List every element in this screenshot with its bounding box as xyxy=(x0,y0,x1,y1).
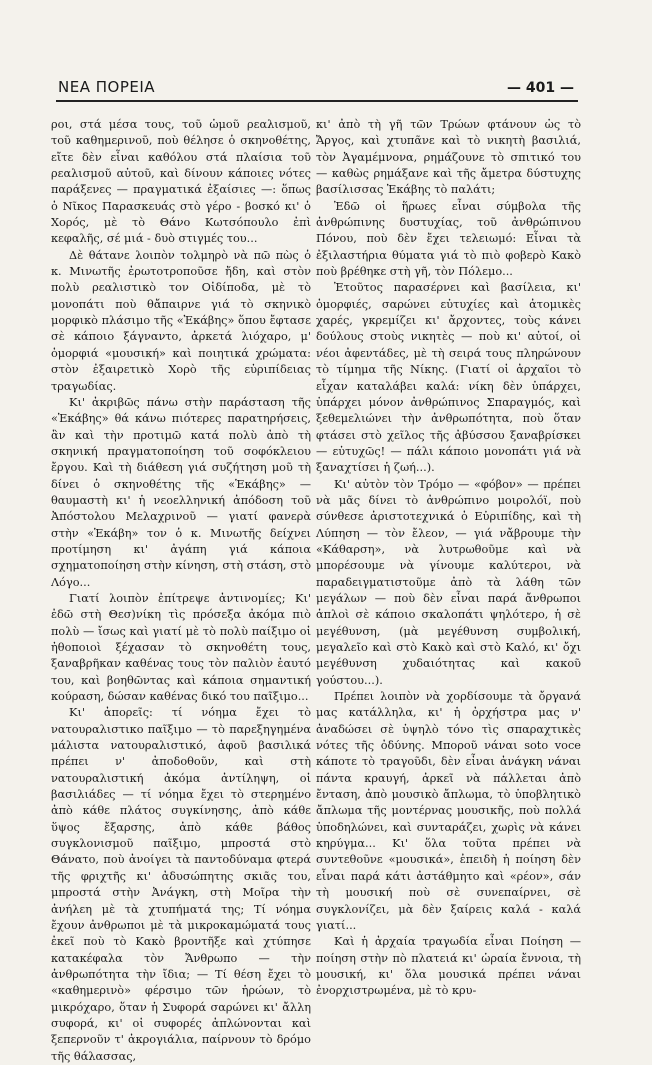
right-column xyxy=(316,117,581,1000)
paragraph: Κι' ἀκριβῶς πάνω στὴν παράσταση τῆς «Ἑκάβης» θά κάνω πιότερες παρατηρήσεις, ἂν καὶ τὴν προτιμῶ κατά πολὺ ἀπὸ τὴ σκηνική πραγματοποίηση τοῦ σοφόκλειου ἔργου. Καὶ τὴ διάθεση γιά συζήτηση μοῦ τὴ δίνει ὁ σκηνοθέτης τῆς «Ἑκάβης» — θαυμαστὴ κι' ἡ νεοελληνική ἀπόδοση τοῦ Ἀπόστολου Μελαχρινοῦ — γιατί φανερὰ στὴν «Ἑκάβη» τον ὁ κ. Μινωτῆς δείχνει προτίμηση κι' ἀγάπη γιά κάποια σχηματοποίηση στὴν κίνηση, στὴ στάση, στὸ Λόγο... xyxy=(51,395,311,589)
paragraph: Ἐδῶ οἱ ἥρωες εἶναι σύμβολα τῆς ἀνθρώπινης δυστυχίας, τοῦ ἀνθρώπινου Πόνου, ποὺ δὲν ἔχει τελειωμό: Εἶναι τὰ ἐξιλαστήρια θύματα γιά τὸ πιὸ φοβερὸ Κακὸ ποὺ βρέθηκε στὴ γῆ, τὸν Πόλεμο... xyxy=(316,199,581,279)
paragraph: Κι' αὐτὸν τὸν Τρόμο — «φόβον» — πρέπει νὰ μᾶς δίνει τὸ ἀνθρώπινο μοιρολόϊ, ποὺ σύνθεσε ἀριστοτεχνικά ὁ Εὐριπίδης, καὶ τὴ Λύπηση — τὸν ἔλεον, — γιά νἄβρουμε τὴν «Κάθαρση», νὰ λυτρωθοῦμε καὶ νὰ μπορέσουμε νὰ γίνουμε καλύτεροι, νὰ παραδειγματιστοῦμε ἀπὸ τὰ λάθη τῶν μεγάλων — ποὺ δὲν εἶναι παρά ἄνθρωποι ἁπλοὶ σὲ κάποιο σκαλοπάτι ψηλότερο, ἡ σὲ μεγέθυνση, (μὰ μεγέθυνση συμβολική, μεγαλεῖο καὶ στὸ Κακὸ καὶ στὸ Καλό, κι' ὄχι μεγέθυνση χυδαιότητας καὶ κακοῦ γούστου...). xyxy=(316,477,581,687)
left-column xyxy=(51,117,311,1065)
paragraph: Ἐτοῦτος παρασέρνει καὶ βασίλεια, κι' ὁμορφιές, σαρώνει εὐτυχίες καὶ ἀτομικὲς χαρές, γκρεμίζει κι' ἄρχοντες, τοὺς κάνει δούλους στοὺς νικητὲς — ποὺ κι' αὐτοί, οἱ νέοι ἀφεντάδες, μὲ τὴ σειρά τους πληρώνουν τὸ τίμημα τῆς Νίκης. (Γιατί οἱ ἀρχαῖοι τὸ εἶχαν καταλάβει καλά: νίκη δὲν ὑπάρχει, ὑπάρχει μόνον ἀνθρώπινος Σπαραγμός, καὶ ξεθεμελιώνει τὴν ἀνθρωπότητα, ποὺ ὅταν φτάσει στὸ χεῖλος τῆς ἀβύσσου ξαναβρίσκει — εὐτυχῶς! — πάλι κάποιο μονοπάτι γιά νὰ ξαναχτίσει ἡ ζωή...). xyxy=(316,281,581,475)
paragraph: Πρέπει λοιπὸν νὰ χορδίσουμε τὰ ὄργανά μας κατάλληλα, κι' ἡ ὀρχήστρα μας ν' ἀναδώσει σὲ ὑψηλὸ τόνο τὶς σπαραχτικὲς νότες τῆς ὀδύνης. Μποροῦ νάναι soto voce κάποτε τὸ τραγοῦδι, δὲν εἶναι ἀνάγκη νάναι πάντα κραυγή, ἀρκεῖ νὰ πάλλεται ἀπὸ ἔνταση, ἀπὸ μουσικὸ ἄπλωμα, τὸ ὑποβλητικὸ ἄπλωμα τῆς μοντέρνας μουσικῆς, ποὺ πολλά ὑποδηλώνει, καὶ συνταράζει, χωρὶς νὰ κάνει κηρύγμα... Κι' ὅλα τοῦτα πρέπει νὰ συντεθοῦνε «μουσικά», ἐπειδὴ ἡ ποίηση δὲν εἶναι παρά κάτι ἀστάθμητο καὶ «ρέον», σάν τὴ μουσική ποὺ σὲ συνεπαίρνει, σὲ συγκλονίζει, μὰ δὲν ξαίρεις καλά - καλά γιατί... xyxy=(316,690,581,932)
header-rule xyxy=(56,100,578,102)
paragraph: ροι, στά μέσα τους, τοῦ ὡμοῦ ρεαλισμοῦ, τοῦ καθημερινοῦ, ποὺ θέλησε ὁ σκηνοθέτης, εἴτε δὲν εἶναι καθόλου στά πλαίσια τοῦ ρεαλισμοῦ αὐτοῦ, καὶ δίνουν κάποιες νότες παράξενες — πραγματικά ἐξαίσιες —: ὅπως ὁ Νῖκος Παρασκευάς στὸ γέρο - βοσκό κι' ὁ Χορός, μὲ τὸ Θάνο Κωτσόπουλο ἐπὶ κεφαλῆς, σέ μιά - δυὸ στιγμές του... xyxy=(51,118,311,246)
journal-title: ΝΕΑ ΠΟΡΕΙΑ xyxy=(58,78,156,96)
paragraph: Κι' ἀπορεῖς: τί νόημα ἔχει τὸ νατουραλιστικο παῖξιμο — τὸ παρεξηγημένα μάλιστα νατουραλιστικό, ἀφοῦ βασιλικά πρέπει ν' ἀποδοθοῦν, καὶ στὴ νατουραλιστική ἀκόμα ἀντίληψη, οἱ βασιλιάδες — τί νόημα ἔχει τὸ στερημένο ἀπὸ κάθε πλάτος συγκίνησης, ἀπὸ κάθε ὕψος ἔξαρσης, ἀπὸ κάθε βάθος συγκλονισμοῦ παῖξιμο, μπροστά στὸ Θάνατο, ποὺ ἀνοίγει τὰ παντοδύναμα φτερά τῆς φριχτῆς κι' ἀδυσώπητης σκιᾶς του, μπροστά στὴν Ἀνάγκη, στὴ Μοῖρα τὴν ἀνήλεη μὲ τὰ χτυπήματά της; Τί νόημα ἔχουν ἀνθρωποι μὲ τὰ μικροκαμώματά τους ἐκεῖ ποὺ τὸ Κακὸ βροντῆξε καὶ χτύπησε κατακέφαλα τὸν Ἄνθρωπο — τὴν ἀνθρωπότητα τὴν ἴδια; — Τί θέση ἔχει τὸ «καθημερινὸ» φέρσιμο τῶν ἡρώων, τὸ μικρόχαρο, ὅταν ἡ Συφορά σαρώνει κι' ἄλλη συφορά, κι' οἱ συφορές ἁπλώνονται καὶ ξεπερνοῦν τ' ἀκρογιάλια, παίρνουν τὸ δρόμο τῆς θάλασσας, xyxy=(51,706,311,1063)
paragraph: Καὶ ἡ ἀρχαία τραγωδία εἶναι Ποίηση — ποίηση στὴν πὸ πλατειά κι' ὡραία ἔννοια, τὴ μουσική, κι' ὅλα μουσικά πρέπει νάναι ἐνορχιστρωμένα, μὲ τὸ κρυ- xyxy=(316,935,581,998)
page-number: — 401 — xyxy=(507,80,574,96)
paragraph: Γιατί λοιπὸν ἐπίτρεψε ἀντινομίες; Κι' ἐδῶ στὴ Θεσ)νίκη τὶς πρόσεξα ἀκόμα πιὸ πολὺ — ἴσως καὶ γιατί μὲ τὸ πολὺ παίξιμο οἱ ἠθοποιοὶ ξέχασαν τὸ σκηνοθέτη τους, ξαναβρῆκαν καθένας τους τὸν παλιὸν ἑαυτό του, καὶ βοηθῶντας καὶ κάποια σημαντική κούραση, δώσαν καθένας δικό του παῖξιμο... xyxy=(51,591,311,704)
paragraph: κι' ἀπὸ τὴ γῆ τῶν Τρώων φτάνουν ὡς τὸ Ἄργος, καὶ χτυπᾶνε καὶ τὸ νικητὴ βασιλιά, τὸν Ἀγαμέμνονα, ρημάζουνε τὸ σπιτικό του — καθὼς ρημάξανε καὶ τῆς ἄμετρα δύστυχης βασίλισσας Ἑκάβης τὸ παλάτι; xyxy=(316,118,581,197)
paragraph: Δὲ θάτανε λοιπὸν τολμηρὸ νὰ πῶ πὼς ὁ κ. Μινωτῆς ἐρωτοτροποῦσε ἤδη, καὶ στὸν πολὺ ρεαλιστικὸ τον Οἰδίποδα, μὲ τὸ μονοπάτι ποὺ θἄπαιρνε γιά τὸ σκηνικὸ μορφικὸ πλάσιμο τῆς «Ἑκάβης» ὅπου ἔφτασε σὲ κάποιο ξάγναντο, ἀρκετά λιόχαρο, μ' ὁμορφιά «μουσική» καὶ ποιητικά χρώματα: στὸν ἐξαιρετικὸ Χορὸ τῆς εὐριπίδειας τραγωδίας. xyxy=(51,248,311,393)
running-header xyxy=(58,74,574,96)
